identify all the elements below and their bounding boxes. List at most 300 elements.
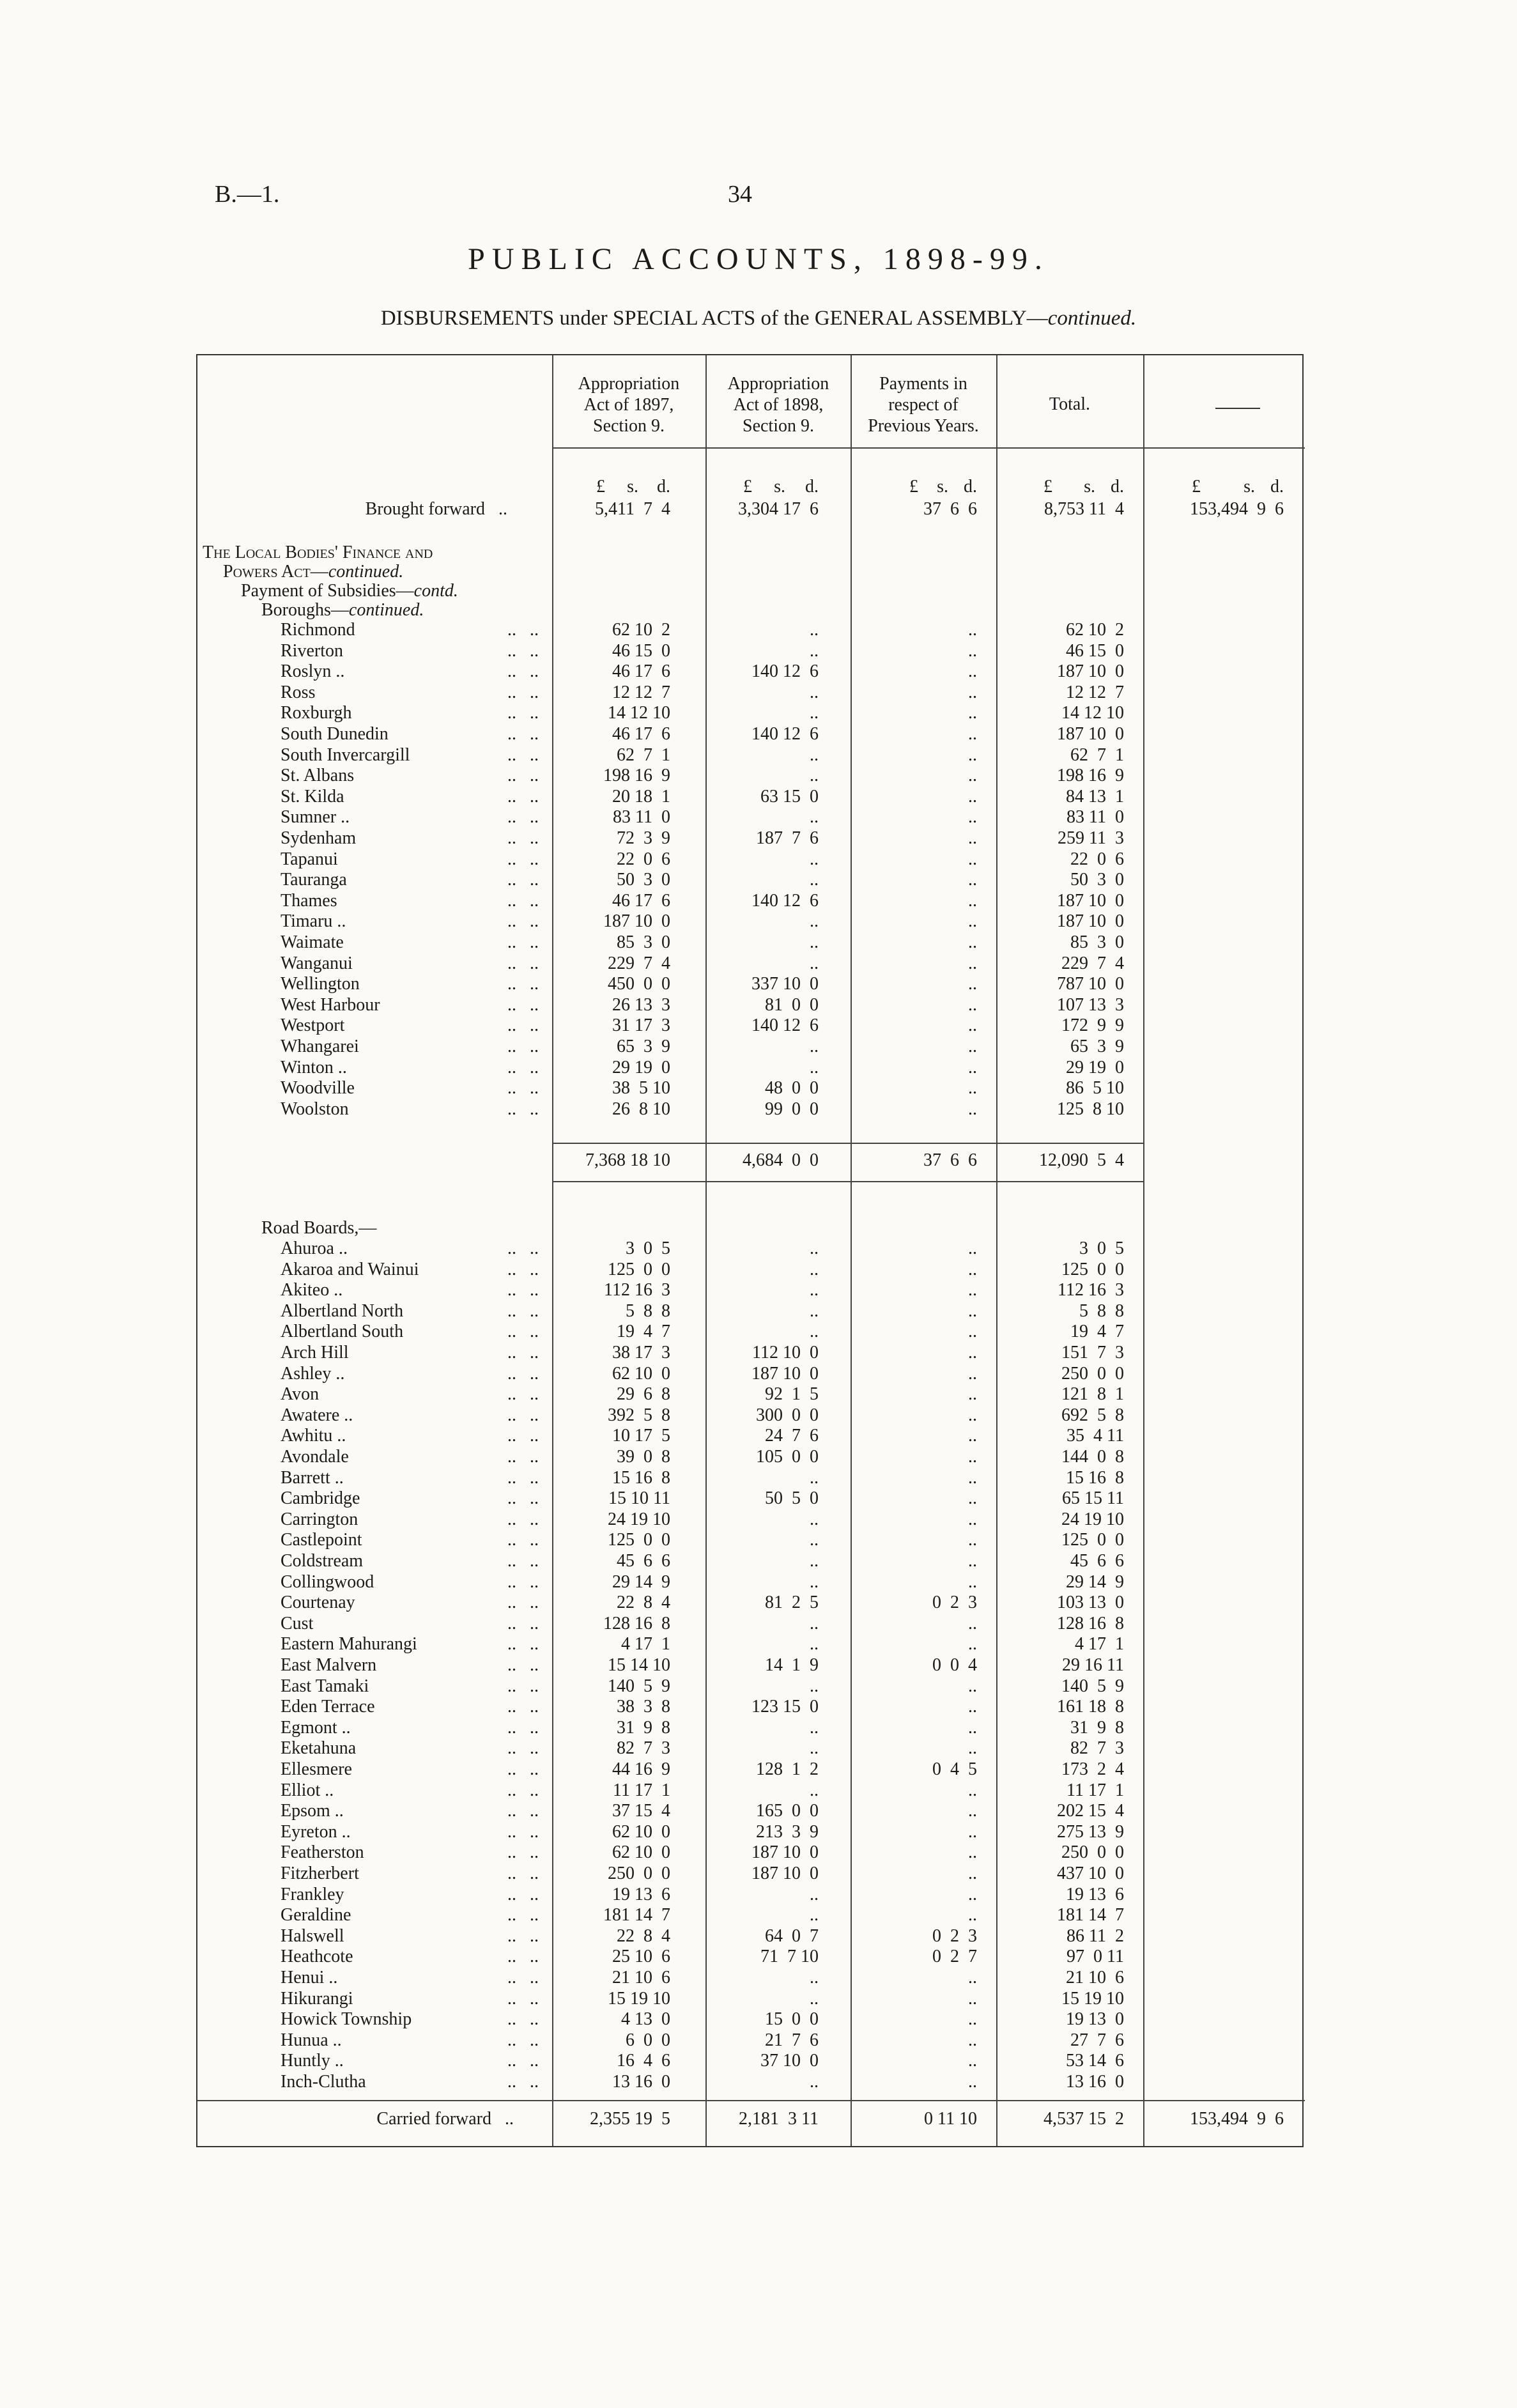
row-label: Akaroa and Wainui <box>281 1259 419 1279</box>
amount-cell: 71 7 10 <box>760 1947 819 1967</box>
leader-dots: .. <box>507 1037 516 1056</box>
leader-dots: .. <box>530 1717 539 1738</box>
amount-cell: 72 3 9 <box>617 828 670 848</box>
amount-cell: 62 10 0 <box>612 1821 670 1842</box>
amount-cell: 46 15 0 <box>1066 640 1124 661</box>
column-header-line: Section 9. <box>743 416 814 436</box>
table-row <box>197 641 1305 661</box>
row-label: Howick Township <box>281 2009 412 2030</box>
column-header-line: Appropriation <box>727 374 829 394</box>
amount-cell: 0 4 5 <box>932 1759 977 1779</box>
brought-forward-text: Brought forward <box>365 499 485 519</box>
row-label: Eden Terrace <box>281 1697 375 1717</box>
row-label: Roslyn .. <box>281 661 345 682</box>
section-heading-line <box>197 562 1305 582</box>
column-header-line: Payments in <box>879 374 967 394</box>
subtotal-rule <box>552 1181 1143 1182</box>
table-row <box>197 661 1305 682</box>
column-header-line: Act of 1897, <box>583 395 674 415</box>
table-row <box>197 1426 1305 1446</box>
amount-cell: 172 9 9 <box>1061 1015 1124 1036</box>
row-label: Geraldine <box>281 1905 351 1926</box>
row-label: Barrett .. <box>281 1467 344 1488</box>
leader-dots: .. <box>507 974 516 994</box>
unit-shilling: s. <box>627 477 638 497</box>
row-label: Inch-Clutha <box>281 2072 366 2092</box>
amount-cell: 437 10 0 <box>1057 1864 1124 1883</box>
leader-dots: .. <box>530 1988 539 2009</box>
table-row <box>197 1885 1305 1905</box>
unit-pence: d. <box>805 477 819 497</box>
amount-cell: 82 7 3 <box>617 1738 670 1759</box>
leader-dots: .. <box>485 499 507 519</box>
amount-cell: .. <box>968 1322 977 1342</box>
leader-dots: .. <box>530 1821 539 1842</box>
amount-cell: 81 2 5 <box>765 1593 819 1613</box>
leader-dots: .. <box>507 1015 516 1036</box>
heading-text: Payment of Subsidies— <box>241 581 414 601</box>
leader-dots: .. <box>507 745 516 765</box>
amount-cell: .. <box>968 2072 977 2092</box>
row-label: Cambridge <box>281 1488 360 1509</box>
amount-cell: .. <box>968 1905 977 1926</box>
amount-cell: 4,684 0 0 <box>743 1150 819 1170</box>
amount-cell: .. <box>968 807 977 828</box>
leader-dots: .. <box>507 1864 516 1883</box>
amount-cell: .. <box>810 807 819 828</box>
table-row <box>197 703 1305 723</box>
table-row <box>197 1801 1305 1821</box>
amount-cell: .. <box>968 1099 977 1119</box>
amount-cell: 46 17 6 <box>612 661 670 682</box>
amount-cell: .. <box>810 620 819 640</box>
leader-dots: .. <box>530 807 539 828</box>
amount-cell: 3,304 17 6 <box>738 499 819 519</box>
amount-cell: .. <box>968 1015 977 1036</box>
page-number: 34 <box>728 181 752 208</box>
amount-cell: 21 7 6 <box>765 2030 819 2050</box>
leader-dots: .. <box>530 1239 539 1258</box>
row-label: Eastern Mahurangi <box>281 1634 417 1655</box>
document-reference: B.—1. <box>215 181 280 208</box>
leader-dots: .. <box>507 1634 516 1655</box>
table-row <box>197 1364 1305 1384</box>
amount-cell: 63 15 0 <box>760 786 819 807</box>
heading-continued: contd. <box>413 581 458 601</box>
leader-dots: .. <box>507 2051 516 2071</box>
row-label: Wellington <box>281 974 360 994</box>
amount-cell: 125 0 0 <box>608 1530 670 1550</box>
amount-cell: 48 0 0 <box>765 1078 819 1099</box>
amount-cell: 105 0 0 <box>756 1447 819 1467</box>
table-row <box>197 1634 1305 1655</box>
amount-cell: 65 15 11 <box>1062 1488 1124 1509</box>
amount-cell: 337 10 0 <box>751 974 819 994</box>
row-label: South Invercargill <box>281 745 410 765</box>
amount-cell: 99 0 0 <box>765 1099 819 1119</box>
amount-cell: 187 10 0 <box>751 1363 819 1384</box>
leader-dots: .. <box>530 1078 539 1099</box>
amount-cell: .. <box>968 1509 977 1529</box>
amount-cell: 0 2 7 <box>932 1947 977 1967</box>
amount-cell: 125 0 0 <box>1061 1259 1124 1279</box>
leader-dots: .. <box>507 1057 516 1077</box>
amount-cell: 19 13 6 <box>612 1884 670 1904</box>
amount-cell: 112 16 3 <box>604 1280 670 1300</box>
table-row <box>197 683 1305 703</box>
amount-cell: 229 7 4 <box>1061 953 1124 973</box>
amount-cell: .. <box>968 1613 977 1633</box>
leader-dots: .. <box>507 932 516 952</box>
leader-dots: .. <box>507 911 516 932</box>
amount-cell: 83 11 0 <box>1067 807 1124 828</box>
amount-cell: .. <box>810 2072 819 2092</box>
amount-cell: .. <box>810 953 819 973</box>
leader-dots: .. <box>507 828 516 848</box>
leader-dots: .. <box>507 890 516 911</box>
row-label: Richmond <box>281 620 355 640</box>
table-row <box>197 1968 1305 1988</box>
currency-units-row <box>197 477 1305 497</box>
leader-dots: .. <box>507 1405 516 1425</box>
table-row <box>197 2072 1305 2092</box>
table-row <box>197 1759 1305 1780</box>
amount-cell: 20 18 1 <box>612 786 670 807</box>
leader-dots: .. <box>507 807 516 828</box>
amount-cell: .. <box>968 724 977 744</box>
table-row <box>197 807 1305 828</box>
table-row <box>197 1099 1305 1120</box>
amount-cell: .. <box>810 1259 819 1279</box>
amount-cell: 39 0 8 <box>617 1447 670 1467</box>
row-label: St. Kilda <box>281 786 344 807</box>
amount-cell: .. <box>968 1384 977 1405</box>
amount-cell: 38 5 10 <box>612 1078 670 1099</box>
amount-cell: .. <box>968 1864 977 1883</box>
table-row <box>197 1530 1305 1550</box>
leader-dots: .. <box>530 1259 539 1279</box>
row-label: Hunua .. <box>281 2030 342 2050</box>
amount-cell: 259 11 3 <box>1058 828 1124 848</box>
amount-cell: .. <box>968 1467 977 1488</box>
leader-dots: .. <box>507 1676 516 1696</box>
amount-cell: 125 8 10 <box>1057 1099 1124 1119</box>
table-row <box>197 1488 1305 1509</box>
amount-cell: 35 4 11 <box>1067 1426 1124 1446</box>
amount-cell: 38 3 8 <box>617 1697 670 1717</box>
amount-cell: 37 15 4 <box>612 1801 670 1821</box>
amount-cell: 15 10 11 <box>608 1488 670 1509</box>
amount-cell: 165 0 0 <box>756 1801 819 1821</box>
column-header-line: respect of <box>888 395 959 415</box>
amount-cell: .. <box>810 1738 819 1759</box>
amount-cell: 4,537 15 2 <box>1043 2109 1124 2129</box>
amount-cell: .. <box>810 1057 819 1077</box>
amount-cell: 144 0 8 <box>1061 1447 1124 1467</box>
brought-forward-row <box>197 499 1305 520</box>
amount-cell: .. <box>968 2030 977 2050</box>
leader-dots: .. <box>530 724 539 744</box>
leader-dots: .. <box>530 2072 539 2092</box>
leader-dots: .. <box>530 1322 539 1342</box>
amount-cell: 181 14 7 <box>1057 1905 1124 1926</box>
amount-cell: 38 17 3 <box>612 1343 670 1362</box>
row-label: Riverton <box>281 640 343 661</box>
amount-cell: 81 0 0 <box>765 994 819 1015</box>
amount-cell: 187 7 6 <box>756 828 819 848</box>
subtitle-main: DISBURSEMENTS under SPECIAL ACTS of the GENERAL ASSEMBLY— <box>380 307 1048 330</box>
table-row <box>197 1015 1305 1036</box>
table-row <box>197 2009 1305 2030</box>
leader-dots: .. <box>507 1426 516 1446</box>
amount-cell: 21 10 6 <box>612 1968 670 1987</box>
leader-dots: .. <box>530 1780 539 1800</box>
amount-cell: .. <box>968 1239 977 1258</box>
leader-dots: .. <box>507 1968 516 1987</box>
row-label: Avon <box>281 1384 320 1405</box>
section-heading-line <box>197 600 1305 621</box>
column-header-appropriation-1897 <box>555 373 702 436</box>
leader-dots: .. <box>507 1447 516 1467</box>
row-label: Fitzherbert <box>281 1864 359 1883</box>
leader-dots: .. <box>507 1884 516 1904</box>
row-label: Featherston <box>281 1842 364 1863</box>
amount-cell: 198 16 9 <box>1057 766 1124 786</box>
carried-forward-label <box>300 2109 546 2129</box>
amount-cell: .. <box>968 1530 977 1550</box>
unit-shilling: s. <box>937 477 948 497</box>
amount-cell: 151 7 3 <box>1061 1343 1124 1362</box>
amount-cell: 202 15 4 <box>1057 1801 1124 1821</box>
leader-dots: .. <box>530 1015 539 1036</box>
leader-dots: .. <box>530 766 539 786</box>
amount-cell: 229 7 4 <box>608 953 670 973</box>
amount-cell: .. <box>810 870 819 890</box>
amount-cell: 97 0 11 <box>1067 1947 1124 1967</box>
table-row <box>197 1509 1305 1530</box>
amount-cell: 29 14 9 <box>1066 1571 1124 1592</box>
amount-cell: 85 3 0 <box>1070 932 1124 952</box>
amount-cell: 22 0 6 <box>1070 849 1124 869</box>
leader-dots: .. <box>507 1322 516 1342</box>
row-label: Winton .. <box>281 1057 347 1077</box>
column-header-line: Section 9. <box>593 416 665 436</box>
table-row <box>197 953 1305 974</box>
amount-cell: .. <box>968 1037 977 1056</box>
row-label: Elliot .. <box>281 1780 334 1800</box>
amount-cell: .. <box>810 745 819 765</box>
amount-cell: 181 14 7 <box>603 1905 670 1926</box>
amount-cell: 45 6 6 <box>1070 1551 1124 1571</box>
leader-dots: .. <box>507 1842 516 1863</box>
amount-cell: 161 18 8 <box>1057 1697 1124 1717</box>
page-title: PUBLIC ACCOUNTS, 1898-99. <box>468 242 1049 276</box>
table-row <box>197 974 1305 994</box>
leader-dots: .. <box>507 1697 516 1717</box>
heading-continued: continued. <box>328 562 404 582</box>
amount-cell: .. <box>968 953 977 973</box>
row-label: Ahuroa .. <box>281 1239 348 1258</box>
amount-cell: 8,753 11 4 <box>1044 499 1124 519</box>
row-label: Thames <box>281 890 337 911</box>
amount-cell: .. <box>810 1509 819 1529</box>
table-row <box>197 1989 1305 2009</box>
row-label: Ashley .. <box>281 1363 345 1384</box>
amount-cell: .. <box>968 911 977 932</box>
amount-cell: 62 10 2 <box>612 620 670 640</box>
amount-cell: 112 16 3 <box>1058 1280 1124 1300</box>
table-row <box>197 1905 1305 1926</box>
leader-dots: .. <box>530 890 539 911</box>
leader-dots: .. <box>530 1613 539 1633</box>
table-row <box>197 724 1305 745</box>
amount-cell: 50 3 0 <box>1070 870 1124 890</box>
amount-cell: .. <box>810 1613 819 1633</box>
act-heading-cont <box>223 562 403 582</box>
amount-cell: .. <box>968 1968 977 1987</box>
amount-cell: .. <box>810 1037 819 1056</box>
disbursements-table <box>196 354 1304 2147</box>
table-row <box>197 932 1305 953</box>
amount-cell: .. <box>968 974 977 994</box>
amount-cell: .. <box>968 1488 977 1509</box>
amount-cell: .. <box>968 766 977 786</box>
amount-cell: .. <box>810 1467 819 1488</box>
leader-dots: .. <box>530 1343 539 1362</box>
leader-dots: .. <box>507 766 516 786</box>
amount-cell: .. <box>968 682 977 702</box>
amount-cell: 50 5 0 <box>765 1488 819 1509</box>
amount-cell: 86 11 2 <box>1067 1926 1124 1946</box>
leader-dots: .. <box>530 703 539 723</box>
amount-cell: .. <box>968 1259 977 1279</box>
amount-cell: .. <box>968 1780 977 1800</box>
amount-cell: 84 13 1 <box>1066 786 1124 807</box>
amount-cell: 64 0 7 <box>765 1926 819 1946</box>
table-row <box>197 1822 1305 1842</box>
leader-dots: .. <box>530 953 539 973</box>
amount-cell: .. <box>810 766 819 786</box>
amount-cell: 62 10 0 <box>612 1842 670 1863</box>
row-label: Frankley <box>281 1884 344 1904</box>
leader-dots: .. <box>507 661 516 682</box>
amount-cell: 16 4 6 <box>617 2051 670 2071</box>
leader-dots: .. <box>530 1384 539 1405</box>
unit-pence: d. <box>1111 477 1124 497</box>
amount-cell: .. <box>968 1738 977 1759</box>
amount-cell: 31 9 8 <box>1070 1717 1124 1738</box>
unit-pence: d. <box>964 477 977 497</box>
amount-cell: 250 0 0 <box>1061 1363 1124 1384</box>
amount-cell: .. <box>810 1717 819 1738</box>
leader-dots: .. <box>530 2030 539 2050</box>
amount-cell: 29 6 8 <box>617 1384 670 1405</box>
row-label: Coldstream <box>281 1551 364 1571</box>
table-row <box>197 1926 1305 1947</box>
table-row <box>197 1614 1305 1634</box>
amount-cell: 22 8 4 <box>617 1926 670 1946</box>
leader-dots: .. <box>530 640 539 661</box>
amount-cell: 19 13 6 <box>1066 1884 1124 1904</box>
leader-dots: .. <box>530 1426 539 1446</box>
leader-dots: .. <box>530 1905 539 1926</box>
amount-cell: .. <box>968 661 977 682</box>
leader-dots: .. <box>530 828 539 848</box>
table-row <box>197 1405 1305 1426</box>
leader-dots: .. <box>530 974 539 994</box>
amount-cell: .. <box>968 849 977 869</box>
unit-pence: d. <box>1270 477 1284 497</box>
amount-cell: .. <box>968 1551 977 1571</box>
carried-forward-row <box>197 2109 1305 2129</box>
amount-cell: 7,368 18 10 <box>585 1150 670 1170</box>
leader-dots: .. <box>507 870 516 890</box>
amount-cell: 12,090 5 4 <box>1039 1150 1124 1170</box>
amount-cell: 10 17 5 <box>612 1426 670 1446</box>
unit-pound: £ <box>1192 477 1201 497</box>
row-label: Waimate <box>281 932 344 952</box>
leader-dots: .. <box>530 1405 539 1425</box>
leader-dots: .. <box>530 1300 539 1321</box>
amount-cell: .. <box>810 1988 819 2009</box>
heading-text: Powers Act— <box>223 562 328 582</box>
leader-dots: .. <box>507 1571 516 1592</box>
leader-dots: .. <box>507 953 516 973</box>
row-label: Albertland South <box>281 1322 404 1342</box>
subsidies-heading <box>241 581 458 601</box>
unit-shilling: s. <box>1084 477 1095 497</box>
amount-cell: 250 0 0 <box>608 1864 670 1883</box>
amount-cell: 27 7 6 <box>1070 2030 1124 2050</box>
table-row <box>197 1078 1305 1099</box>
leader-dots: .. <box>530 870 539 890</box>
amount-cell: 14 12 10 <box>1061 703 1124 723</box>
section-heading-line <box>197 543 1305 563</box>
leader-dots: .. <box>530 1530 539 1550</box>
row-label: Ellesmere <box>281 1759 352 1779</box>
amount-cell: .. <box>968 745 977 765</box>
act-heading: The Local Bodies' Finance and <box>203 543 433 562</box>
amount-cell: .. <box>810 1280 819 1300</box>
amount-cell: 140 12 6 <box>751 661 819 682</box>
amount-cell: 21 10 6 <box>1066 1968 1124 1987</box>
amount-cell: .. <box>968 1697 977 1717</box>
leader-dots: .. <box>530 1363 539 1384</box>
leader-dots: .. <box>530 1968 539 1987</box>
amount-cell: 112 10 0 <box>752 1343 819 1362</box>
leader-dots: .. <box>530 661 539 682</box>
column-header-appropriation-1898 <box>709 373 848 436</box>
amount-cell: 123 15 0 <box>751 1697 819 1717</box>
leader-dots: .. <box>530 2009 539 2030</box>
row-label: Sumner .. <box>281 807 350 828</box>
amount-cell: .. <box>810 1968 819 1987</box>
subtitle-continued: continued. <box>1047 307 1137 330</box>
leader-dots: .. <box>507 1988 516 2009</box>
amount-cell: .. <box>810 703 819 723</box>
leader-dots: .. <box>507 640 516 661</box>
amount-cell: 173 2 4 <box>1061 1759 1124 1779</box>
amount-cell: 692 5 8 <box>1061 1405 1124 1425</box>
leader-dots: .. <box>507 1759 516 1779</box>
leader-dots: .. <box>507 1384 516 1405</box>
table-row <box>197 870 1305 890</box>
amount-cell: 29 19 0 <box>612 1057 670 1077</box>
amount-cell: 107 13 3 <box>1057 994 1124 1015</box>
road-boards-heading-row <box>197 1218 1305 1239</box>
amount-cell: 31 17 3 <box>612 1015 670 1036</box>
leader-dots: .. <box>530 1864 539 1883</box>
